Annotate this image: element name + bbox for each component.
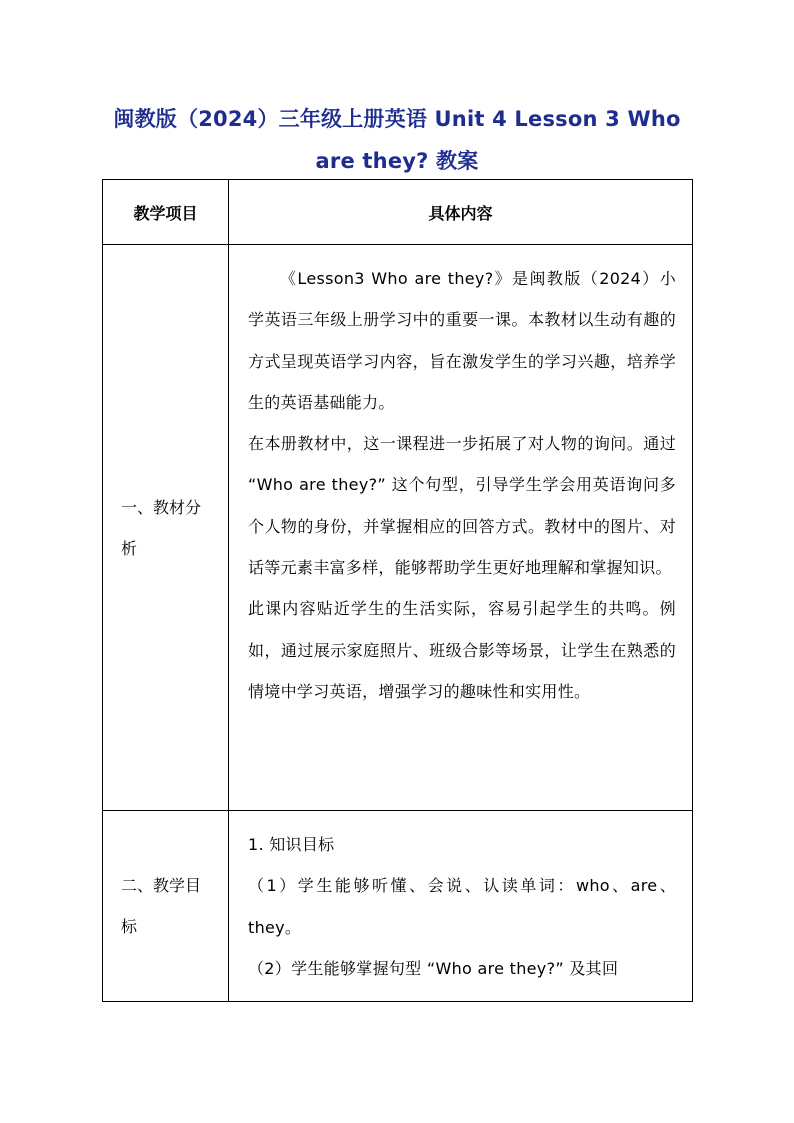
table-header-row [103, 180, 693, 245]
document-title [100, 98, 694, 182]
content-paragraph: 在本册教材中，这一课程进一步拓展了对人物的询问。通过 “Who are they?” 这个句型，引导学生学会用英语询问多个人物的身份，并掌握相应的回答方式。教材中的图片、对话等元素丰富多样，能够帮助学生更好地理解和掌握知识。 [248, 434, 676, 578]
title-line-1: 闽教版（2024）三年级上册英语 Unit 4 Lesson 3 Who [113, 107, 681, 131]
row-content-textbook-analysis [229, 245, 693, 811]
title-line-2: are they? 教案 [315, 149, 479, 173]
table-row [103, 245, 693, 811]
content-paragraph: 《Lesson3 Who are they?》是闽教版（2024）小学英语三年级上册学习中的重要一课。本教材以生动有趣的方式呈现英语学习内容，旨在激发学生的学习兴趣，培养学生的英语基础能力。 [248, 269, 676, 412]
row-content-teaching-goals [229, 811, 693, 1002]
content-paragraph: 此课内容贴近学生的生活实际，容易引起学生的共鸣。例如，通过展示家庭照片、班级合影等场景，让学生在熟悉的情境中学习英语，增强学习的趣味性和实用性。 [248, 599, 676, 701]
header-specific-content: 具体内容 [229, 180, 693, 245]
header-teaching-item: 教学项目 [103, 180, 229, 245]
content-paragraph: 1. 知识目标 [248, 835, 335, 854]
table-row [103, 811, 693, 1002]
content-paragraph: （2）学生能够掌握句型 “Who are they?” 及其回 [248, 958, 619, 978]
lesson-plan-table [102, 179, 693, 1002]
content-paragraph: （1）学生能够听懂、会说、认读单词：who、are、they。 [248, 876, 676, 937]
row-label-teaching-goals: 二、教学目标 [103, 811, 229, 1002]
row-label-textbook-analysis: 一、教材分析 [103, 245, 229, 811]
